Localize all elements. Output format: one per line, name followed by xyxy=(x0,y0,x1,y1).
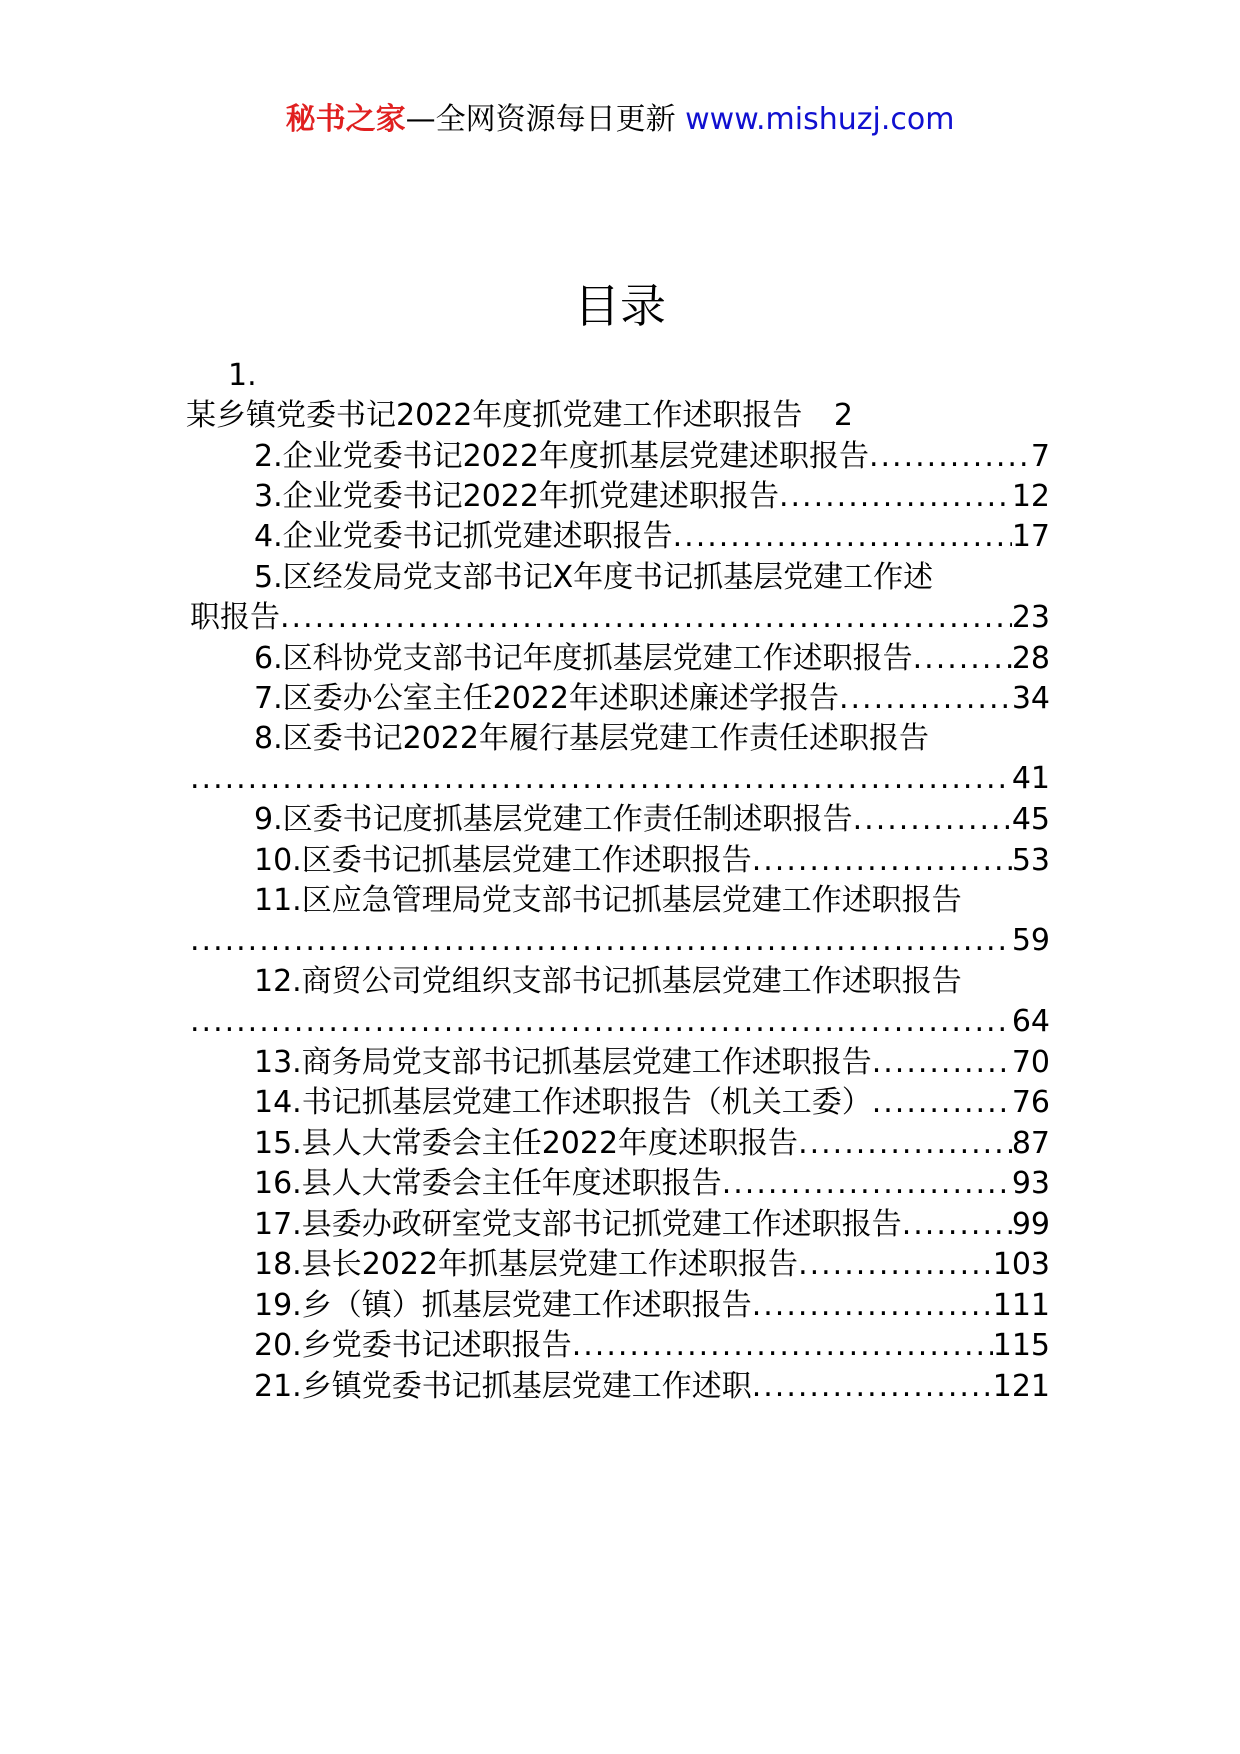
toc-entry-12-page: 64 xyxy=(1011,1004,1050,1039)
toc-entry-4[interactable] xyxy=(190,517,1050,557)
toc-entry-3-title: 3.企业党委书记2022年抓党建述职报告 xyxy=(254,479,779,514)
brand-name: 秘书之家 xyxy=(285,102,406,137)
dot-leader xyxy=(869,437,1031,477)
toc-entry-17-title: 17.县委办政研室党支部书记抓党建工作述职报告 xyxy=(254,1207,902,1242)
toc-entry-3-page: 12 xyxy=(1011,479,1050,514)
toc-entry-21-title: 21.乡镇党委书记抓基层党建工作述职 xyxy=(254,1369,752,1404)
toc-entry-1-page: 2 xyxy=(833,398,853,433)
dot-leader xyxy=(853,800,1012,840)
dot-leader xyxy=(722,1164,1012,1204)
toc-entry-17[interactable] xyxy=(190,1205,1050,1245)
toc-entry-10-title: 10.区委书记抓基层党建工作述职报告 xyxy=(254,843,752,878)
toc-entry-7-title: 7.区委办公室主任2022年述职述廉述学报告 xyxy=(254,681,839,716)
toc-entry-13[interactable] xyxy=(190,1043,1050,1083)
toc-entry-1[interactable] xyxy=(186,396,853,436)
toc-entry-20[interactable] xyxy=(190,1326,1050,1366)
toc-entry-16-title: 16.县人大常委会主任年度述职报告 xyxy=(254,1166,722,1201)
toc-entry-8[interactable] xyxy=(190,759,1050,799)
toc-entry-15-page: 87 xyxy=(1011,1126,1050,1161)
toc-entry-16[interactable] xyxy=(190,1164,1050,1204)
toc-entry-5-page: 23 xyxy=(1011,600,1050,635)
toc-entry-13-title: 13.商务局党支部书记抓基层党建工作述职报告 xyxy=(254,1045,872,1080)
toc-entry-5-continuation: 职报告 xyxy=(190,600,280,635)
page-title: 目录 xyxy=(574,279,666,333)
toc-entry-2-title: 2.企业党委书记2022年度抓基层党建述职报告 xyxy=(254,439,869,474)
toc-entry-20-title: 20.乡党委书记述职报告 xyxy=(254,1328,572,1363)
dot-leader xyxy=(872,1083,1012,1123)
toc-entry-15[interactable] xyxy=(190,1124,1050,1164)
toc-entry-16-page: 93 xyxy=(1011,1166,1050,1201)
toc-entry-11-page: 59 xyxy=(1011,923,1050,958)
toc-entry-17-page: 99 xyxy=(1011,1207,1050,1242)
toc-entry-4-title: 4.企业党委书记抓党建述职报告 xyxy=(254,519,673,554)
dot-leader xyxy=(872,1043,1012,1083)
dot-leader xyxy=(280,598,1012,638)
toc-entry-18-title: 18.县长2022年抓基层党建工作述职报告 xyxy=(254,1247,799,1282)
toc-entry-18[interactable] xyxy=(190,1245,1050,1285)
dot-leader xyxy=(752,1367,993,1407)
toc-entry-12[interactable] xyxy=(190,1002,1050,1042)
toc-entry-11[interactable] xyxy=(190,921,1050,961)
dot-leader xyxy=(902,1205,1012,1245)
toc-entry-4-page: 17 xyxy=(1011,519,1050,554)
toc-entry-21-page: 121 xyxy=(992,1369,1050,1404)
toc-entry-18-page: 103 xyxy=(992,1247,1050,1282)
dot-leader xyxy=(190,921,1012,961)
toc-entry-5-title[interactable]: 5.区经发局党支部书记X年度书记抓基层党建工作述 xyxy=(254,560,934,595)
toc-entry-2[interactable] xyxy=(190,437,1050,477)
toc-entry-3[interactable] xyxy=(190,477,1050,517)
toc-entry-19-page: 111 xyxy=(992,1288,1050,1323)
toc-entry-8-page: 41 xyxy=(1011,761,1050,796)
toc-entry-1-title: 某乡镇党委书记2022年度抓党建工作述职报告 xyxy=(186,398,803,433)
dot-leader xyxy=(572,1326,993,1366)
dot-leader xyxy=(798,1245,993,1285)
toc-entry-20-page: 115 xyxy=(992,1328,1050,1363)
toc-entry-9-title: 9.区委书记度抓基层党建工作责任制述职报告 xyxy=(254,802,853,837)
dot-leader xyxy=(752,1286,993,1326)
dot-leader xyxy=(839,679,1012,719)
dot-leader xyxy=(913,639,1012,679)
toc-entry-2-page: 7 xyxy=(1030,439,1050,474)
toc-entry-10[interactable] xyxy=(190,841,1050,881)
toc-entry-14-title: 14.书记抓基层党建工作述职报告（机关工委） xyxy=(254,1085,872,1120)
toc-entry-14-page: 76 xyxy=(1011,1085,1050,1120)
toc-entry-13-page: 70 xyxy=(1011,1045,1050,1080)
toc-entry-19-title: 19.乡（镇）抓基层党建工作述职报告 xyxy=(254,1288,752,1323)
toc-entry-6-title: 6.区科协党支部书记年度抓基层党建工作述职报告 xyxy=(254,641,913,676)
toc-entry-10-page: 53 xyxy=(1011,843,1050,878)
dot-leader xyxy=(190,1002,1012,1042)
toc-entry-21[interactable] xyxy=(190,1367,1050,1407)
toc-entry-15-title: 15.县人大常委会主任2022年度述职报告 xyxy=(254,1126,799,1161)
dot-leader xyxy=(752,841,1012,881)
toc-entry-9-page: 45 xyxy=(1011,802,1050,837)
toc-entry-1-number[interactable]: 1. xyxy=(228,358,257,393)
toc-entry-11-title[interactable]: 11.区应急管理局党支部书记抓基层党建工作述职报告 xyxy=(254,883,962,918)
header-slogan: —全网资源每日更新 xyxy=(405,102,676,137)
dot-leader xyxy=(190,759,1012,799)
site-url-link[interactable]: www.mishuzj.com xyxy=(685,102,955,137)
toc-entry-6-page: 28 xyxy=(1011,641,1050,676)
toc-entry-5[interactable] xyxy=(190,598,1050,638)
toc-entry-8-title[interactable]: 8.区委书记2022年履行基层党建工作责任述职报告 xyxy=(254,721,929,756)
toc-entry-19[interactable] xyxy=(190,1286,1050,1326)
dot-leader xyxy=(779,477,1012,517)
toc-entry-7-page: 34 xyxy=(1011,681,1050,716)
dot-leader xyxy=(798,1124,1012,1164)
dot-leader xyxy=(673,517,1012,557)
toc-entry-14[interactable] xyxy=(190,1083,1050,1123)
toc-entry-6[interactable] xyxy=(190,639,1050,679)
toc-entry-9[interactable] xyxy=(190,800,1050,840)
toc-entry-12-title[interactable]: 12.商贸公司党组织支部书记抓基层党建工作述职报告 xyxy=(254,964,962,999)
toc-entry-7[interactable] xyxy=(190,679,1050,719)
